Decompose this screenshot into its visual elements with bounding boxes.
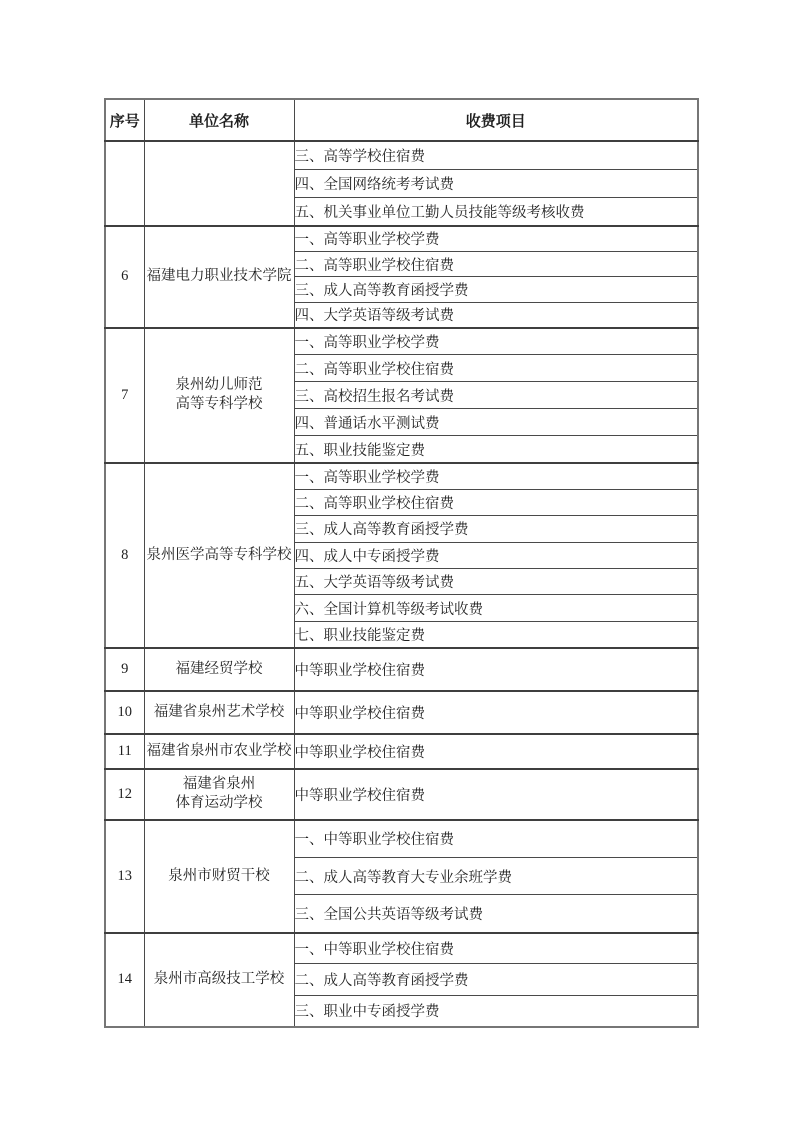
unit-name-line: 福建省泉州 [182,776,256,793]
table-row [105,734,698,769]
unit-name-line: 高等专科学校 [175,396,263,413]
unit-name-cell [144,734,294,769]
fee-table-header [105,99,698,141]
table-row [105,648,698,691]
header-row [105,99,698,141]
fee-item-cell: 四、大学英语等级考试费 [294,302,698,328]
unit-name-line: 泉州市高级技工学校 [153,971,285,988]
unit-name-line: 泉州幼儿师范 [175,377,263,394]
fee-item-cell: 三、成人高等教育函授学费 [294,277,698,303]
fee-item-cell: 一、高等职业学校学费 [294,328,698,355]
fee-item-cell: 一、高等职业学校学费 [294,226,698,252]
table-row [105,769,698,820]
serial-number-cell [105,141,144,226]
fee-item-cell: 三、全国公共英语等级考试费 [294,895,698,933]
fee-item-cell: 二、高等职业学校住宿费 [294,251,698,277]
header-fee-items: 收费项目 [294,99,698,141]
serial-number-cell: 11 [105,734,144,769]
header-serial-number: 序号 [105,99,144,141]
serial-number-cell: 8 [105,463,144,648]
fee-item-cell: 三、职业中专函授学费 [294,995,698,1026]
fee-item-cell: 二、成人高等教育函授学费 [294,964,698,995]
table-row [105,820,698,858]
table-row [105,226,698,252]
fee-item-cell: 中等职业学校住宿费 [294,691,698,734]
serial-number-cell: 6 [105,226,144,328]
unit-name-line: 福建经贸学校 [175,660,263,677]
unit-name-line: 泉州医学高等专科学校 [146,546,292,563]
fee-item-cell: 二、成人高等教育大专业余班学费 [294,857,698,895]
serial-number-cell: 7 [105,328,144,463]
unit-name-line: 体育运动学校 [175,795,263,812]
unit-name-cell [144,226,294,328]
fee-item-cell: 五、大学英语等级考试费 [294,568,698,594]
fee-item-cell: 中等职业学校住宿费 [294,769,698,820]
table-row [105,691,698,734]
serial-number-cell: 13 [105,820,144,933]
fee-item-cell: 七、职业技能鉴定费 [294,621,698,647]
fee-item-cell: 中等职业学校住宿费 [294,648,698,691]
unit-name-cell [144,648,294,691]
unit-name-cell [144,933,294,1027]
fee-item-cell: 三、高等学校住宿费 [294,141,698,169]
unit-name-line: 福建省泉州艺术学校 [153,703,285,720]
table-row [105,933,698,964]
header-unit-name: 单位名称 [144,99,294,141]
unit-name-line: 泉州市财贸干校 [168,867,270,884]
serial-number-cell: 12 [105,769,144,820]
unit-name-line: 福建省泉州市农业学校 [146,742,292,759]
fee-item-cell: 三、成人高等教育函授学费 [294,516,698,542]
fee-item-cell: 五、职业技能鉴定费 [294,436,698,463]
unit-name-cell [144,820,294,933]
fee-item-cell: 五、机关事业单位工勤人员技能等级考核收费 [294,198,698,226]
unit-name-cell [144,141,294,226]
fee-item-cell: 四、全国网络统考考试费 [294,169,698,197]
fee-item-cell: 一、高等职业学校学费 [294,463,698,489]
fee-item-cell: 四、成人中专函授学费 [294,542,698,568]
fee-item-cell: 二、高等职业学校住宿费 [294,489,698,515]
fee-item-cell: 中等职业学校住宿费 [294,734,698,769]
fee-item-cell: 三、高校招生报名考试费 [294,382,698,409]
fee-item-cell: 二、高等职业学校住宿费 [294,355,698,382]
fee-item-cell: 一、中等职业学校住宿费 [294,820,698,858]
unit-name-cell [144,328,294,463]
fee-table [104,98,699,1028]
serial-number-cell: 10 [105,691,144,734]
unit-name-cell [144,691,294,734]
fee-item-cell: 一、中等职业学校住宿费 [294,933,698,964]
unit-name-line: 福建电力职业技术学院 [146,268,292,285]
fee-item-cell: 六、全国计算机等级考试收费 [294,595,698,621]
unit-name-cell [144,769,294,820]
table-row [105,463,698,489]
unit-name-cell [144,463,294,648]
serial-number-cell: 14 [105,933,144,1027]
table-row [105,141,698,169]
fee-table-body [105,141,698,1027]
serial-number-cell: 9 [105,648,144,691]
table-row [105,328,698,355]
fee-item-cell: 四、普通话水平测试费 [294,409,698,436]
